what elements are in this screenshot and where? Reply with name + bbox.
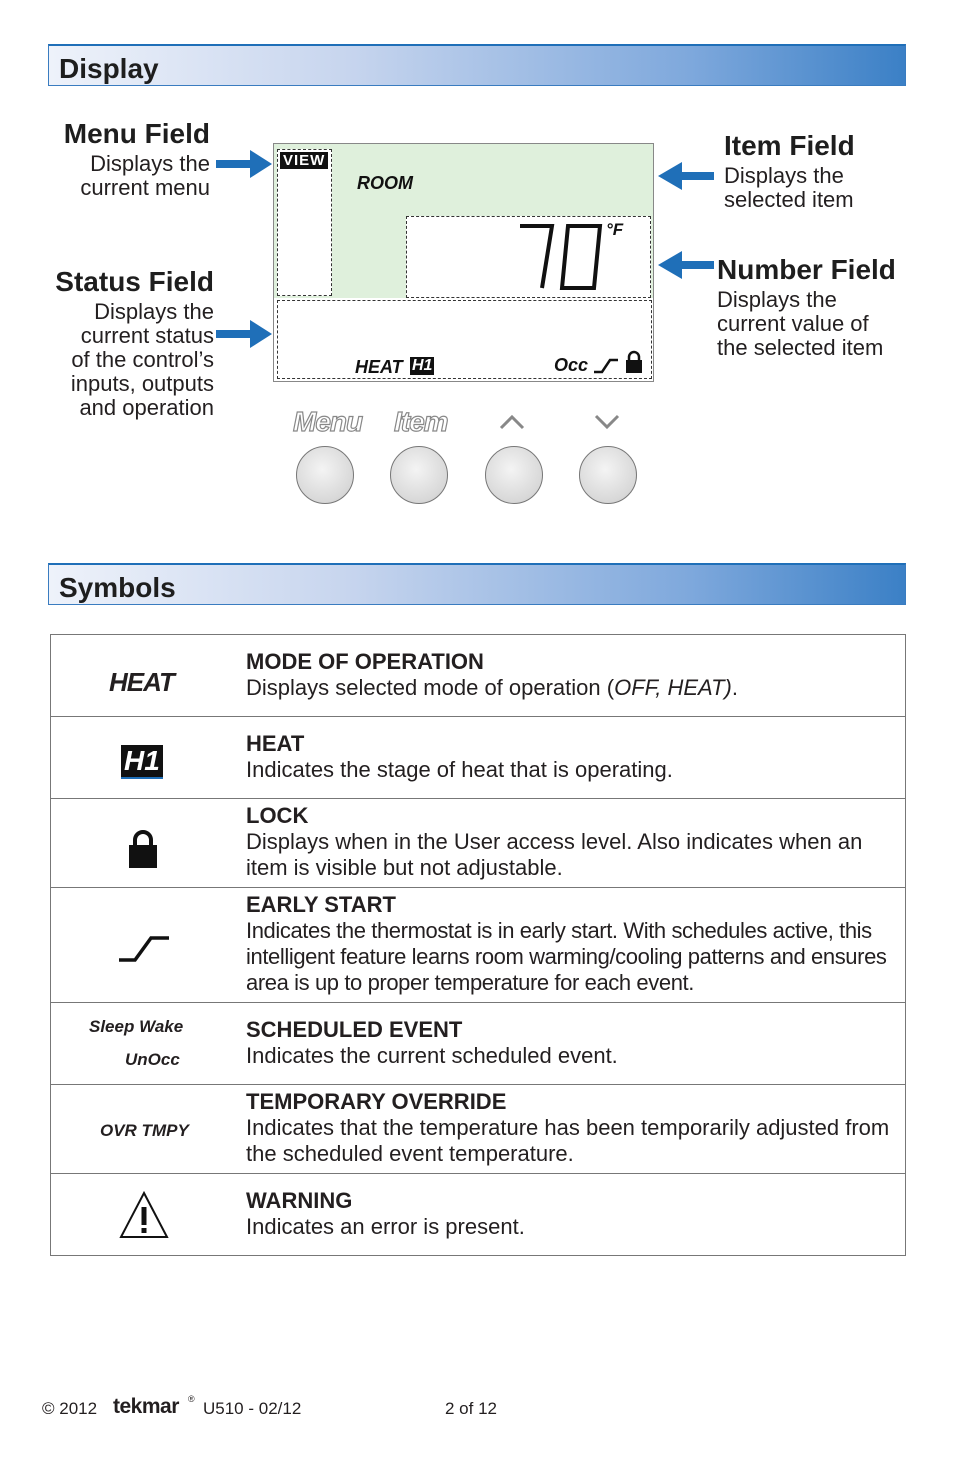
display-section-header [48, 44, 906, 86]
symbol-body: Indicates that the temperature has been temporarily adjusted from the scheduled event temperature. [246, 1115, 890, 1166]
number-field-desc: Displays the current value of the selected item [717, 287, 884, 360]
footer-copyright: © 2012 [42, 1399, 98, 1418]
symbol-body: Displays selected mode of operation (OFF, HEAT). [246, 675, 738, 700]
symbol-desc-cell [246, 717, 906, 799]
table-row [51, 717, 906, 799]
symbol-desc-cell [246, 888, 906, 1003]
menu-button[interactable] [296, 446, 354, 504]
early-start-icon [117, 932, 171, 966]
h1-stage-symbol: H1 [121, 745, 163, 779]
status-field-desc: Displays the current status of the control’s inputs, outputs and operation [70, 299, 214, 420]
table-row [51, 888, 906, 1003]
arrow-left-icon [658, 251, 714, 279]
lock-icon [624, 350, 644, 374]
status-field-title: Status Field [55, 266, 214, 297]
unocc-symbol: UnOcc [125, 1050, 180, 1069]
symbol-body: Indicates the thermostat is in early start. With schedules active, this intelligent feature learns room warming/cooling patterns and ensures area is up to proper temperature for each event. [246, 918, 887, 995]
footer-doc-number: U510 - 02/12 [203, 1399, 302, 1418]
symbol-icon-cell [51, 717, 247, 799]
footer-reg: ® [188, 1394, 195, 1404]
symbols-section-header [48, 563, 906, 605]
table-row [51, 1174, 906, 1256]
number-field-title: Number Field [717, 254, 896, 285]
symbol-icon-cell [51, 888, 247, 1003]
symbols-section-title: Symbols [59, 572, 176, 603]
symbol-desc-cell [246, 635, 906, 717]
menu-button-label: Menu [293, 406, 363, 437]
down-button[interactable] [579, 446, 637, 504]
display-section-title: Display [59, 53, 159, 84]
warning-icon [118, 1190, 170, 1240]
arrow-right-icon [216, 150, 272, 178]
item-button[interactable] [390, 446, 448, 504]
symbol-title: TEMPORARY OVERRIDE [246, 1089, 507, 1114]
lcd-item-room: ROOM [357, 173, 413, 193]
lcd-mode-heat: HEAT [355, 357, 403, 377]
symbol-title: EARLY START [246, 892, 396, 917]
lcd-occ: Occ [554, 355, 589, 375]
heat-mode-symbol: HEAT [109, 667, 174, 697]
menu-field-desc: Displays the current menu [80, 151, 210, 200]
lcd-unit: °F [606, 220, 624, 239]
up-button[interactable] [485, 446, 543, 504]
symbol-icon-cell [51, 799, 247, 888]
up-arrow-icon [498, 412, 526, 432]
menu-field-box [277, 149, 332, 296]
lock-icon [127, 829, 159, 869]
lcd-stage-h1: H1 [412, 357, 433, 374]
footer-page-number: 2 of 12 [445, 1399, 497, 1418]
table-row [51, 1003, 906, 1085]
symbol-title: MODE OF OPERATION [246, 649, 484, 674]
symbol-desc-cell [246, 1003, 906, 1085]
symbol-icon-cell [51, 1174, 247, 1256]
symbol-title: LOCK [246, 803, 309, 828]
symbols-table [50, 634, 906, 1256]
lcd-menu-view: VIEW [280, 152, 328, 169]
right-arrows [652, 158, 722, 288]
arrow-left-icon [658, 162, 714, 190]
item-button-label: Item [394, 406, 448, 437]
footer-brand: tekmar [113, 1395, 179, 1418]
symbol-icon-cell [51, 1003, 247, 1085]
table-row [51, 635, 906, 717]
symbol-icon-cell [51, 635, 247, 717]
down-arrow-icon [593, 412, 621, 432]
early-start-icon [592, 354, 620, 376]
symbol-desc-cell [246, 1085, 906, 1174]
symbol-body: Displays when in the User access level. Also indicates when an item is visible but not adjustable. [246, 829, 863, 880]
symbol-desc-cell [246, 799, 906, 888]
arrow-right-icon [216, 320, 272, 348]
item-field-desc: Displays the selected item [724, 163, 854, 212]
symbol-body: Indicates the stage of heat that is operating. [246, 757, 673, 782]
menu-field-title: Menu Field [63, 118, 210, 149]
symbol-desc-cell [246, 1174, 906, 1256]
override-symbol: OVR TMPY [100, 1121, 189, 1140]
symbol-title: HEAT [246, 731, 305, 756]
table-row [51, 799, 906, 888]
sleep-wake-symbol: Sleep Wake [89, 1017, 184, 1036]
lcd-display [273, 143, 654, 382]
lcd-number-digits [514, 220, 614, 294]
symbol-body: Indicates an error is present. [246, 1214, 525, 1239]
symbol-icon-cell [51, 1085, 247, 1174]
symbol-title: SCHEDULED EVENT [246, 1017, 463, 1042]
symbol-body: Indicates the current scheduled event. [246, 1043, 618, 1068]
symbol-title: WARNING [246, 1188, 353, 1213]
left-arrows [210, 140, 280, 350]
table-row [51, 1085, 906, 1174]
item-field-title: Item Field [724, 130, 855, 161]
